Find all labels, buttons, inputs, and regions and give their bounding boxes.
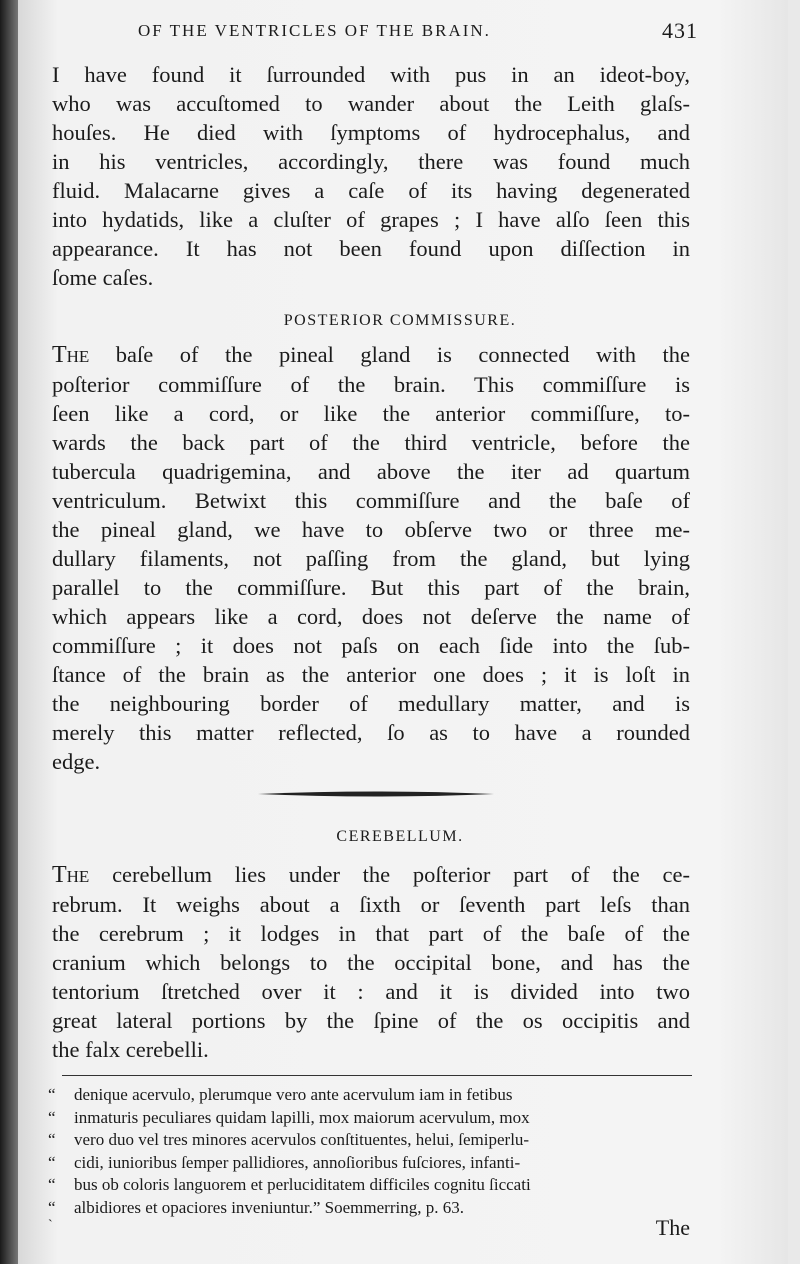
text-line: rebrum. It weighs about a ſixth or ſeventh part leſs than (52, 892, 690, 917)
text-line: ventriculum. Betwixt this commiſſure and the baſe of (52, 488, 690, 513)
footnote-text: denique acervulo, plerumque vero ante acervulum iam in fetibus (74, 1085, 513, 1104)
text-line: dullary filaments, not paſſing from the gland, but lying (52, 546, 690, 571)
text-line: the falx cerebelli. (52, 1037, 209, 1062)
footnote-line (48, 1174, 698, 1197)
catchword: The (655, 1215, 690, 1240)
page-number: 431 (662, 18, 698, 43)
quote-mark: “ (48, 1197, 56, 1217)
footnote-rule (62, 1075, 692, 1076)
quote-mark: “ (48, 1175, 56, 1194)
footnote-line (48, 1197, 698, 1220)
footnote-text: inmaturis peculiares quidam lapilli, mox maiorum acervulum, mox (74, 1107, 530, 1127)
text-line: which appears like a cord, does not deſerve the name of (52, 604, 690, 629)
footnote-text: bus ob coloris languorem et perluciditatem difficiles cognitu ſiccati (74, 1175, 531, 1194)
text-line: fluid. Malacarne gives a caſe of its having degenerated (52, 178, 690, 203)
text-line: the neighbouring border of medullary matter, and is (52, 691, 690, 716)
section-heading-cerebellum: CEREBELLUM. (336, 828, 464, 845)
text-line: parallel to the commiſſure. But this part of the brain, (52, 575, 690, 600)
signature-mark: ` (48, 1218, 53, 1233)
quote-mark: “ (48, 1130, 56, 1149)
footnote-text: vero duo vel tres minores acervulos conſtituentes, helui, ſemiperlu- (74, 1130, 530, 1149)
footnote-line (48, 1152, 698, 1175)
footnote-line (48, 1107, 698, 1130)
text-line: I have found it ſurrounded with pus in an ideot-boy, (52, 62, 690, 87)
running-title: OF THE VENTRICLES OF THE BRAIN. (138, 21, 491, 40)
text-line: merely this matter reflected, ſo as to have a rounded (52, 720, 690, 745)
text-line: ſtance of the brain as the anterior one does ; it is loſt in (52, 662, 690, 687)
text-line: wards the back part of the third ventricle, before the (52, 430, 690, 455)
paragraph-first-line: The baſe of the pineal gland is connected with the (52, 342, 690, 368)
decorative-rule (258, 790, 494, 798)
text-line: houſes. He died with ſymptoms of hydrocephalus, and (52, 120, 690, 145)
section-heading-posterior-commissure: POSTERIOR COMMISSURE. (283, 312, 517, 329)
binding-gutter (0, 0, 18, 1264)
text-line: tentorium ſtretched over it : and it is divided into two (52, 979, 690, 1004)
text-line: edge. (52, 749, 101, 774)
drop-word: The (52, 862, 90, 888)
quote-mark: “ (48, 1107, 56, 1127)
footnote-text: cidi, iunioribus ſemper pallidiores, annoſioribus fuſciores, infanti- (74, 1152, 521, 1172)
text-line: who was accuſtomed to wander about the Leith glaſs- (52, 91, 690, 116)
text-line: in his ventricles, accordingly, there was found much (52, 149, 690, 174)
text-line: the pineal gland, we have to obſerve two or three me- (52, 517, 690, 542)
footnote-text: albidiores et opaciores inveniuntur.” Soemmerring, p. 63. (74, 1197, 464, 1217)
running-header (138, 18, 698, 48)
paragraph-ventricles-end (52, 60, 690, 292)
footnote-line (48, 1084, 698, 1107)
text-line: poſterior commiſſure of the brain. This commiſſure is (52, 372, 690, 397)
text-line: the cerebrum ; it lodges in that part of the baſe of the (52, 921, 690, 946)
text-line: cranium which belongs to the occipital bone, and has the (52, 950, 690, 975)
text-line: into hydatids, like a cluſter of grapes ; I have alſo ſeen this (52, 207, 690, 232)
quote-mark: “ (48, 1085, 56, 1104)
paragraph-first-line: The cerebellum lies under the poſterior part of the ce- (52, 862, 690, 888)
text-line: tubercula quadrigemina, and above the iter ad quartum (52, 459, 690, 484)
drop-word: The (52, 342, 90, 368)
paragraph-cerebellum (52, 860, 690, 1064)
text-line: ſeen like a cord, or like the anterior commiſſure, to- (52, 401, 690, 426)
quote-mark: “ (48, 1152, 56, 1172)
footnote-line (48, 1129, 698, 1152)
text-line: appearance. It has not been found upon diſſection in (52, 236, 690, 261)
text-line: ſome caſes. (52, 265, 154, 290)
text-line: great lateral portions by the ſpine of the os occipitis and (52, 1008, 690, 1033)
footnote (48, 1084, 698, 1219)
paragraph-posterior-commissure (52, 340, 690, 776)
text-line: commiſſure ; it does not paſs on each ſide into the ſub- (52, 633, 690, 658)
